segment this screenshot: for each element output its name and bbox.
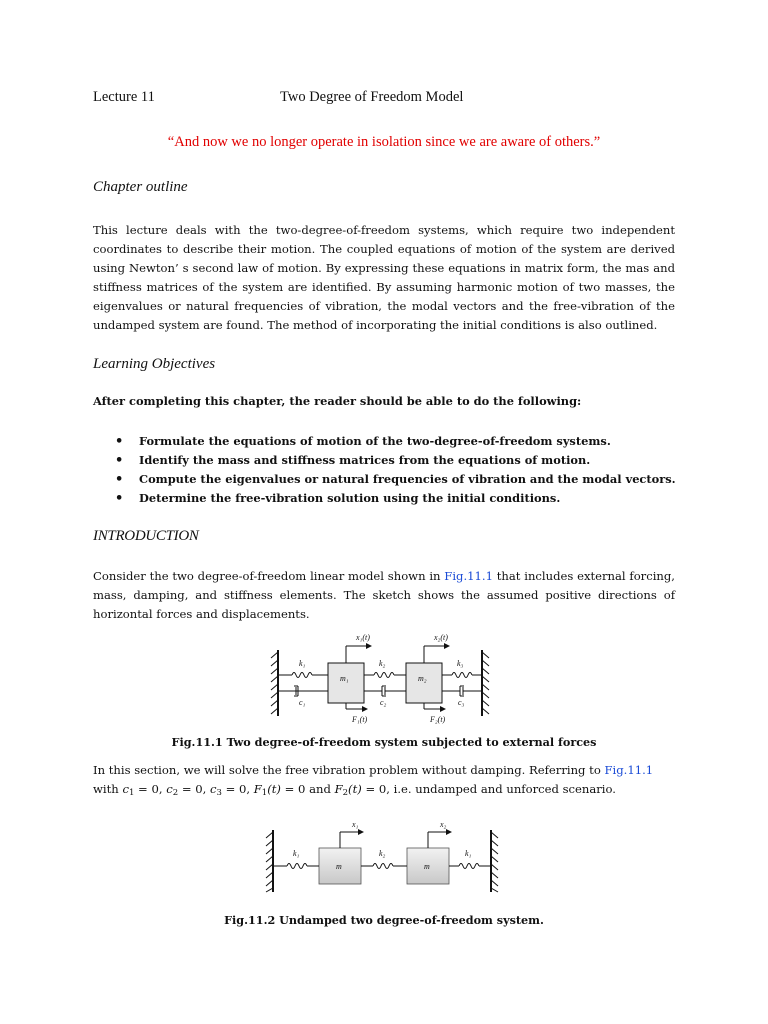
label-c3: c₃ xyxy=(458,698,465,707)
bullet-icon: • xyxy=(115,453,124,468)
figure-two-dof-undamped-system xyxy=(263,820,501,898)
introduction-heading: INTRODUCTION xyxy=(93,528,199,544)
spring-k3 xyxy=(449,864,491,869)
figure-2-caption: Fig.11.2 Undamped two degree-of-freedom system. xyxy=(224,913,544,927)
displacement-arrow-x2 xyxy=(424,643,450,663)
label-k2: k₂ xyxy=(379,659,386,668)
label-m2: m₂ xyxy=(418,674,427,683)
list-item: • Identify the mass and stiffness matrices from the equations of motion. xyxy=(115,453,591,468)
lecture-title: Two Degree of Freedom Model xyxy=(280,89,464,105)
label-c1: c₁ xyxy=(299,698,306,707)
label-f1: F₁(t) xyxy=(352,715,368,724)
force-arrow-f2 xyxy=(424,703,446,712)
spring-k1 xyxy=(273,864,319,869)
learning-objectives-heading: Learning Objectives xyxy=(93,356,216,372)
label-x2: x₂ xyxy=(440,820,447,829)
bullet-icon: • xyxy=(115,472,124,487)
bullet-icon: • xyxy=(115,434,124,449)
condition-f1: $F_1(t)$ xyxy=(253,782,281,798)
chapter-outline-paragraph: This lecture deals with the two-degree-of-freedom systems, which require two independent coordinates to describe their motion. The coupled equations of motion of the system are derived using Newton’ s second law of motion. By expressing these equations in matrix form, the mas and stiffness matrices of the system are identified. By assuming harmonic motion of two masses, the eigenvalues or natural frequencies of vibration, the modal vectors and the free-vibration of the undamped system are found. The method of incorporating the initial conditions is also outlined. xyxy=(93,223,675,332)
spring-k3 xyxy=(442,673,482,678)
left-wall xyxy=(271,650,278,716)
label-m1: m₁ xyxy=(340,674,349,683)
displacement-arrow-x1 xyxy=(346,643,372,663)
objectives-list xyxy=(93,432,693,508)
mass-m1 xyxy=(328,663,364,703)
label-m2: m xyxy=(424,862,430,871)
spring-k2 xyxy=(364,673,406,678)
figure-1-caption: Fig.11.1 Two degree-of-freedom system subjected to external forces xyxy=(171,735,597,749)
chapter-outline-heading: Chapter outline xyxy=(93,179,188,195)
label-x1: x₁ xyxy=(352,820,359,829)
force-arrow-f1 xyxy=(346,703,368,712)
label-k1: k₁ xyxy=(299,659,306,668)
condition-c2: $c_2$ xyxy=(166,782,179,798)
damper-c3 xyxy=(442,686,482,696)
mass-m2 xyxy=(406,663,442,703)
introduction-paragraph: Consider the two degree-of-freedom linear model shown in Fig.11.1 that includes external forcing, mass, damping, and stiffness elements. The sketch shows the assumed positive directions of horizontal forces and displacements. xyxy=(93,569,675,621)
displacement-arrow-x2 xyxy=(428,829,452,848)
right-wall xyxy=(491,830,498,892)
epigraph-quote: “And now we no longer operate in isolation since we are aware of others.” xyxy=(167,134,601,150)
figure-link[interactable]: Fig.11.1 xyxy=(604,763,654,777)
spring-k1 xyxy=(278,673,328,678)
label-m1: m xyxy=(336,862,342,871)
condition-f2: $F_2(t)$ xyxy=(334,782,362,798)
figure-link[interactable]: Fig.11.1 xyxy=(444,569,493,583)
list-item: • Determine the free-vibration solution using the initial conditions. xyxy=(115,491,561,506)
label-k2: k₂ xyxy=(379,849,386,858)
spring-k2 xyxy=(361,864,407,869)
list-item: • Compute the eigenvalues or natural frequencies of vibration and the modal vectors. xyxy=(115,472,676,487)
label-k3: k₁ xyxy=(465,849,472,858)
damper-c1 xyxy=(278,686,328,696)
condition-c3: $c_3$ xyxy=(209,782,222,798)
label-c2: c₂ xyxy=(380,698,387,707)
free-vibration-paragraph: In this section, we will solve the free vibration problem without damping. Referring to Fig.11.1 with $c_1 = 0$, $c_2 = 0$, $c_3 = 0$, $F_1(t) = 0$ and $F_2(t) = 0$, i.e. undamped and unforced scenario. xyxy=(93,763,654,798)
lecture-header xyxy=(93,89,675,109)
list-item: • Formulate the equations of motion of the two-degree-of-freedom systems. xyxy=(115,434,611,449)
right-wall xyxy=(482,650,489,716)
label-k1: k₁ xyxy=(293,849,300,858)
label-x2: x₂(t) xyxy=(434,633,448,642)
label-k3: k₃ xyxy=(457,659,464,668)
label-x1: x₁(t) xyxy=(356,633,370,642)
lecture-number: Lecture 11 xyxy=(93,89,155,105)
label-f2: F₂(t) xyxy=(430,715,446,724)
displacement-arrow-x1 xyxy=(340,829,364,848)
figure-two-dof-damped-system xyxy=(266,630,490,726)
objectives-lead-text: After completing this chapter, the reader should be able to do the following: xyxy=(93,394,582,408)
bullet-icon: • xyxy=(115,491,124,506)
condition-c1: $c_1$ xyxy=(122,782,135,798)
damper-c2 xyxy=(364,686,406,696)
left-wall xyxy=(266,830,273,892)
